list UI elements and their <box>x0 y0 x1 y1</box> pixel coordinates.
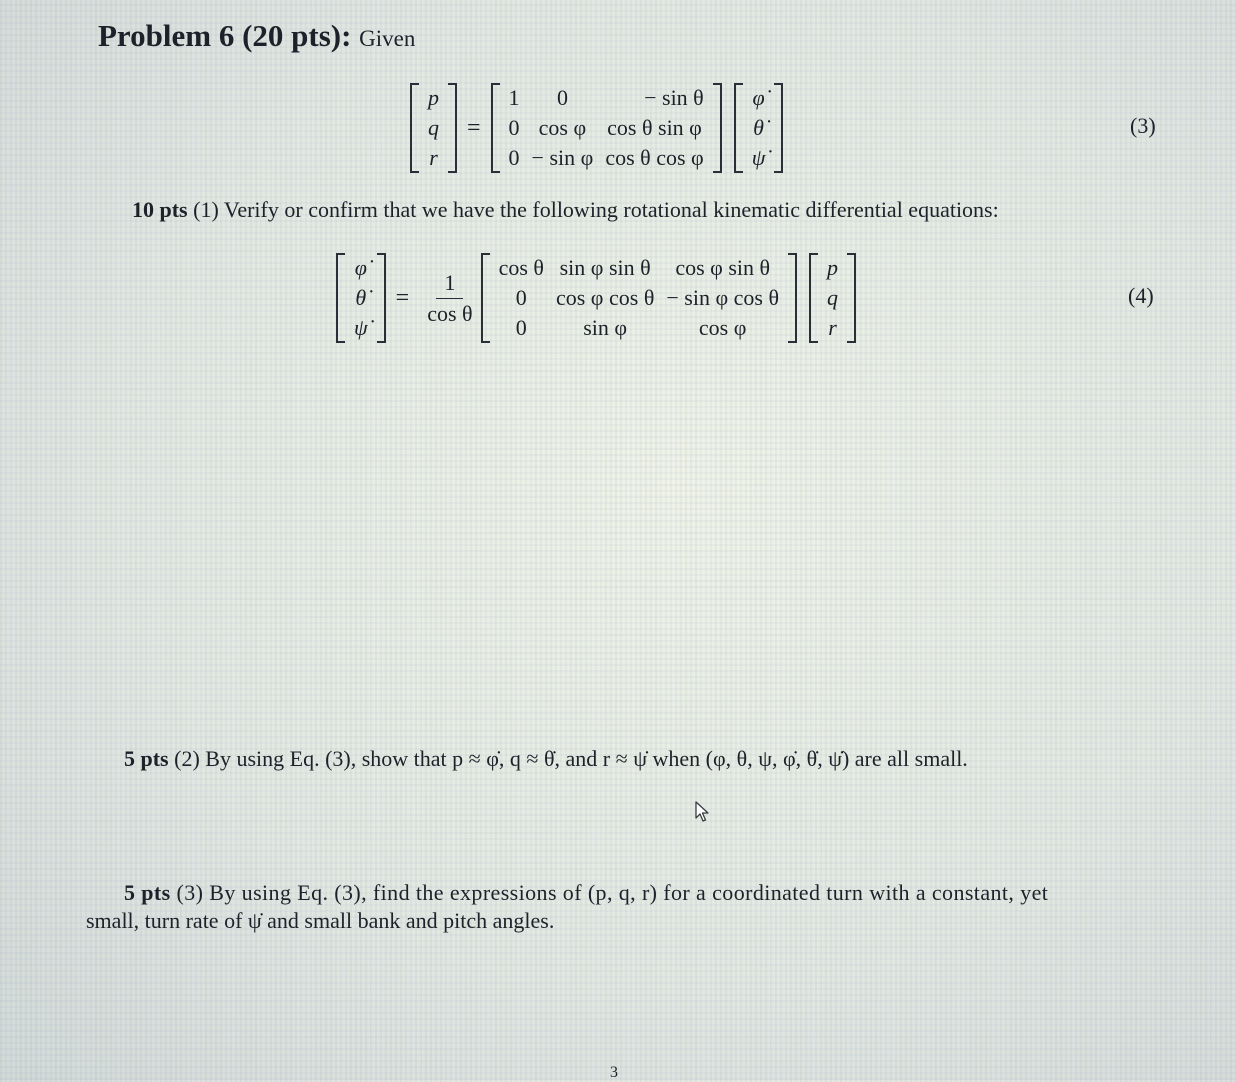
part-2-label: (2) <box>174 746 200 771</box>
eq4-m-1-3: cos φ sin θ <box>675 255 771 280</box>
eq4-fraction <box>427 270 472 327</box>
eq4-theta-dot: θ̇ <box>355 285 367 310</box>
eq3-lhs-vector <box>410 83 457 173</box>
eq3-m-1-2: 0 <box>556 85 568 110</box>
eq3-rate-vector <box>734 83 784 173</box>
eq3-psi-dot: ψ̇ <box>751 145 766 170</box>
equation-3 <box>410 83 783 173</box>
given-label: Given <box>359 26 416 51</box>
eq3-m-3-3: cos θ cos φ <box>605 145 704 170</box>
eq4-m-2-1: 0 <box>515 285 527 310</box>
eq4-p: p <box>827 255 839 280</box>
part-3-text-line-1: By using Eq. (3), find the expressions of (p, q, r) for a coordinated turn with a constant, yet <box>209 880 1049 905</box>
eq4-m-3-3: cos φ <box>698 315 747 340</box>
eq3-m-1-3: − sin θ <box>644 85 704 110</box>
eq3-lhs-p: p <box>428 85 439 110</box>
eq3-m-3-2: − sin φ <box>531 145 594 170</box>
eq3-matrix <box>491 83 722 173</box>
problem-title <box>98 18 415 54</box>
equation-4 <box>336 253 856 343</box>
eq4-q: q <box>827 285 839 310</box>
eq3-phi-dot: φ̇ <box>752 85 765 110</box>
eq4-r: r <box>828 315 837 340</box>
mouse-pointer-icon <box>694 801 710 823</box>
eq3-m-3-1: 0 <box>508 145 520 170</box>
eq4-equals: = <box>395 284 410 311</box>
eq3-m-2-1: 0 <box>508 115 520 140</box>
eq4-fraction-denominator: cos θ <box>427 300 473 326</box>
problem-heading: Problem 6 (20 pts): <box>98 18 352 53</box>
eq4-m-3-1: 0 <box>515 315 527 340</box>
eq4-m-2-2: cos φ cos θ <box>555 285 655 310</box>
eq4-lhs-vector <box>336 253 386 343</box>
part-1-text: Verify or confirm that we have the following rotational kinematic differential equations: <box>223 197 999 222</box>
eq4-psi-dot: ψ̇ <box>354 315 368 340</box>
eq4-m-3-2: sin φ <box>583 315 628 340</box>
eq3-lhs-q: q <box>428 115 439 140</box>
part-3-points: 5 pts <box>124 880 171 905</box>
part-1-points: 10 pts <box>132 197 188 222</box>
part-2-text: By using Eq. (3), show that p ≈ φ̇, q ≈ θ̇, and r ≈ ψ̇ when (φ, θ, ψ, φ̇, θ̇, ψ̇) are all small. <box>205 746 968 771</box>
eq4-m-2-3: − sin φ cos θ <box>666 285 780 310</box>
part-3-question-line-2: small, turn rate of ψ̇ and small bank and pitch angles. <box>86 908 555 933</box>
part-3-label: (3) <box>176 880 204 905</box>
eq4-m-1-1: cos θ <box>498 255 544 280</box>
equation-3-number: (3) <box>1130 113 1156 138</box>
eq3-m-1-1: 1 <box>508 85 520 110</box>
eq4-matrix <box>481 253 797 343</box>
eq3-m-2-3: cos θ sin φ <box>607 115 702 140</box>
eq3-lhs-r: r <box>429 145 438 170</box>
part-1-label: (1) <box>193 197 219 222</box>
equation-4-number: (4) <box>1128 283 1154 308</box>
part-1-question <box>132 197 999 223</box>
eq4-m-1-2: sin φ sin θ <box>559 255 651 280</box>
eq3-m-2-2: cos φ <box>538 115 587 140</box>
page-number: 3 <box>610 1064 618 1081</box>
eq4-fraction-numerator: 1 <box>436 270 463 299</box>
eq3-equals: = <box>467 114 481 141</box>
eq3-theta-dot: θ̇ <box>753 115 764 140</box>
part-2-points: 5 pts <box>124 746 169 771</box>
eq4-phi-dot: φ̇ <box>354 255 367 280</box>
part-3-question-line-1 <box>124 880 1048 906</box>
eq4-pqr-vector <box>809 253 856 343</box>
part-2-question <box>124 746 968 772</box>
